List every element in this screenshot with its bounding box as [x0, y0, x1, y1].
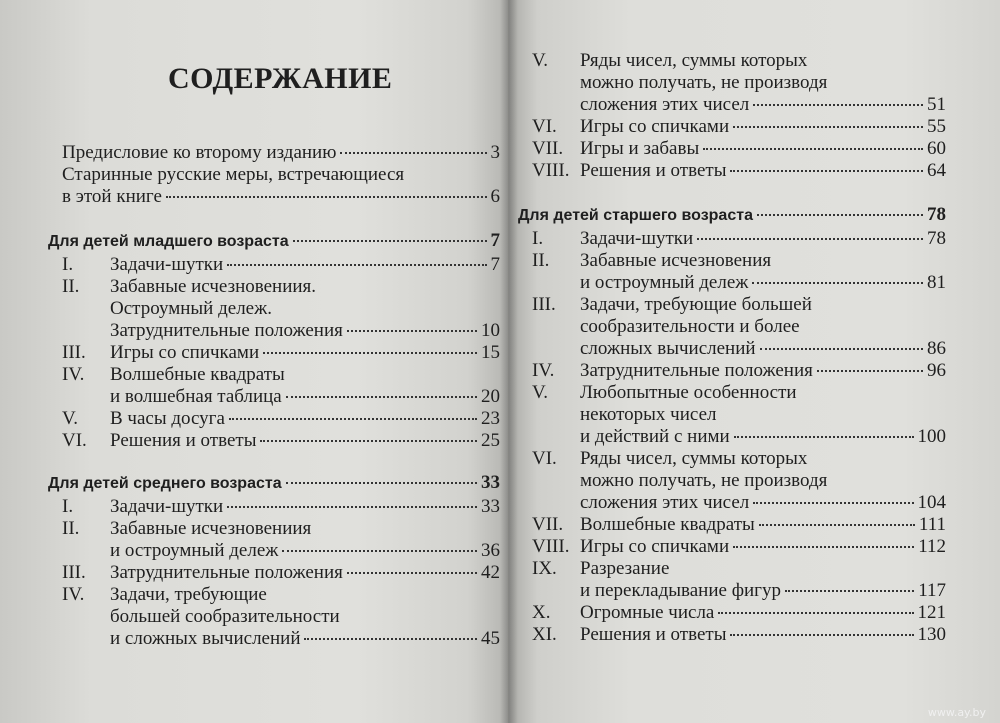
toc-entry: VI. Ряды чисел, суммы которых [532, 448, 808, 469]
toc-entry: и волшебная таблица 20 [110, 386, 500, 407]
toc-entry: II. Забавные исчезновения [532, 250, 772, 271]
toc-entry: и сложных вычислений 45 [110, 628, 500, 649]
section-heading: Для детей среднего возраста 33 [48, 472, 500, 493]
toc-entry: большей сообразительности [110, 606, 340, 627]
section-heading: Для детей младшего возраста 7 [48, 230, 500, 251]
toc-entry: III. Игры со спичками 15 [62, 342, 500, 363]
page-title: СОДЕРЖАНИЕ [168, 62, 393, 95]
toc-entry: I. Задачи-шутки 7 [62, 254, 500, 275]
toc-entry: VII. Игры и забавы 60 [532, 138, 946, 159]
toc-entry: II. Забавные исчезновениия [62, 518, 312, 539]
toc-entry: Остроумный дележ. [110, 298, 272, 319]
toc-entry: X. Огромные числа 121 [532, 602, 946, 623]
toc-entry: Затруднительные положения 10 [110, 320, 500, 341]
toc-entry-measures-line1: Старинные русские меры, встречающиеся [62, 164, 405, 185]
watermark: www.ay.by [927, 706, 986, 719]
toc-entry: IV. Волшебные квадраты [62, 364, 285, 385]
toc-entry: I. Задачи-шутки 33 [62, 496, 500, 517]
toc-entry: IX. Разрезание [532, 558, 670, 579]
toc-entry: I. Задачи-шутки 78 [532, 228, 946, 249]
toc-entry: можно получать, не производя [580, 470, 828, 491]
toc-entry: VIII. Игры со спичками 112 [532, 536, 946, 557]
toc-entry: VI. Игры со спичками 55 [532, 116, 946, 137]
toc-entry: III. Затруднительные положения 42 [62, 562, 500, 583]
toc-entry: некоторых чисел [580, 404, 717, 425]
toc-entry: V. Ряды чисел, суммы которых [532, 50, 808, 71]
toc-entry: III. Задачи, требующие большей [532, 294, 812, 315]
section-heading: Для детей старшего возраста 78 [518, 204, 946, 225]
toc-entry: сложения этих чисел 51 [580, 94, 946, 115]
toc-entry: IV. Задачи, требующие [62, 584, 267, 605]
toc-entry: XI. Решения и ответы 130 [532, 624, 946, 645]
toc-entry: сложных вычислений 86 [580, 338, 946, 359]
book-gutter [500, 0, 518, 723]
toc-entry: VII. Волшебные квадраты 111 [532, 514, 946, 535]
toc-entry: VI. Решения и ответы 25 [62, 430, 500, 451]
toc-entry-measures: в этой книге 6 [62, 186, 500, 207]
toc-entry: IV. Затруднительные положения 96 [532, 360, 946, 381]
toc-entry-preface: Предисловие ко второму изданию 3 [62, 142, 500, 163]
toc-entry: и остроумный дележ 36 [110, 540, 500, 561]
toc-entry: и остроумный дележ 81 [580, 272, 946, 293]
toc-entry: II. Забавные исчезновениия. [62, 276, 317, 297]
toc-entry: сложения этих чисел 104 [580, 492, 946, 513]
toc-entry: и перекладывание фигур 117 [580, 580, 946, 601]
toc-entry: VIII. Решения и ответы 64 [532, 160, 946, 181]
toc-entry: и действий с ними 100 [580, 426, 946, 447]
toc-entry: сообразительности и более [580, 316, 800, 337]
toc-entry: можно получать, не производя [580, 72, 828, 93]
toc-entry: V. Любопытные особенности [532, 382, 797, 403]
toc-entry: V. В часы досуга 23 [62, 408, 500, 429]
